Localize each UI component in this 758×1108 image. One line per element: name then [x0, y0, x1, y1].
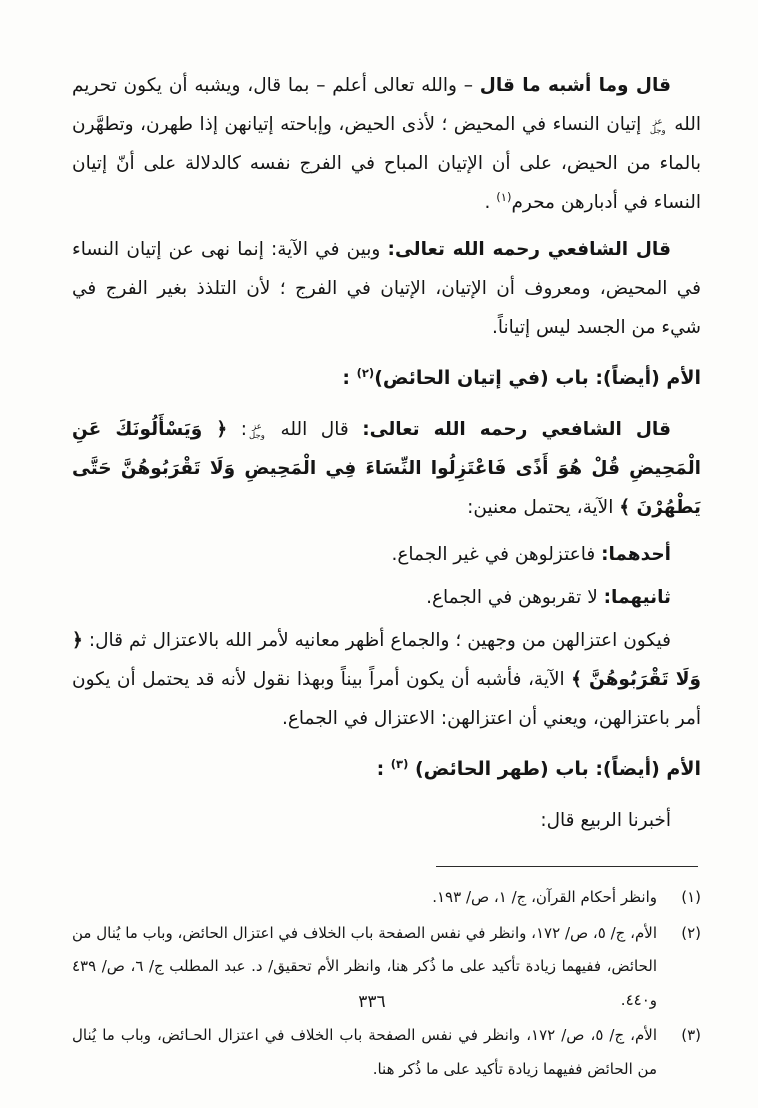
quran-close-bracket-icon: ﴾: [619, 497, 637, 518]
paragraph-3-text: قال الله: [266, 419, 363, 440]
paragraph-6: [72, 621, 701, 738]
quran-open-bracket-icon: ﴿: [202, 419, 228, 440]
footnote-item: [72, 881, 701, 915]
footnote-marker: (٢): [681, 923, 701, 942]
meaning-item-2-bold-lead: ثانيهما:: [603, 587, 671, 608]
paragraph-3: [72, 410, 701, 527]
footnote-ref-3: (٣): [390, 757, 409, 771]
section-heading-2: [72, 750, 701, 789]
paragraph-3-text-3: الآية، يحتمل معنين:: [467, 497, 620, 518]
footnotes-section: [72, 881, 701, 1086]
meaning-item-1: [72, 535, 701, 574]
paragraph-2-bold-lead: قال الشافعي رحمه الله تعالى:: [387, 239, 671, 260]
paragraph-1-period: .: [484, 192, 497, 213]
footnote-text: وانظر أحكام القرآن، ج/ ١، ص/ ١٩٣.: [432, 888, 657, 906]
paragraph-1-text-2: إتيان النساء في المحيض ؛ لأذى الحيض، وإباحته إتيانهن إذا طهرن، وتطهَّرن بالماء من الحيض، على أن الإتيان المباح في الفرج نفسه كالدلالة على أنّ إتيان النساء في أدبارهن محرم: [72, 114, 701, 213]
section-heading-1: [72, 359, 701, 398]
footnote-separator-line: [436, 866, 698, 867]
quran-open-bracket-icon: ﴿: [72, 630, 83, 651]
footnote-text: الأم، ج/ ٥، ص/ ١٧٢، وانظر في نفس الصفحة باب الخلاف في اعتزال الحائض، وباب ما يُنال من الحائض، ففيهما زيادة تأكيد على ما ذُكر هنا، وانظر الأم تحقيق/ د. عبد المطلب ج/ ٦، ص/ ٤٣٩ و٤٤٠.: [72, 923, 657, 1009]
paragraph-3-text-2: :: [227, 419, 247, 440]
paragraph-6-text: فيكون اعتزالهن من وجهين ؛ والجماع أظهر معانيه لأمر الله بالاعتزال ثم قال:: [82, 630, 671, 651]
quran-verse-text: وَيَسْأَلُونَكَ عَنِ الْمَحِيضِ قُلْ هُوَ أَذًى فَاعْتَزِلُوا النِّسَاءَ فِي الْمَحِيضِ وَلَا تَقْرَبُوهُنَّ حَتَّى يَطْهُرْنَ: [72, 419, 701, 518]
footnote-ref-1: (١): [496, 190, 512, 204]
footnote-marker: (٣): [681, 1026, 701, 1044]
paragraph-1-bold-lead: قال وما أشبه ما قال: [479, 75, 672, 96]
section-heading-1-title: الأم (أيضاً): باب (في إتيان الحائض): [374, 367, 701, 389]
quran-verse-short-text: وَلَا تَقْرَبُوهُنَّ: [588, 669, 701, 690]
footnote-item: [72, 1019, 701, 1086]
footnote-text: الأم، ج/ ٥، ص/ ١٧٢، وانظر في نفس الصفحة باب الخلاف في اعتزال الحـائض، وباب ما يُنال من الحائض ففيهما زيادة تأكيد على ما ذُكر هنا.: [72, 1026, 658, 1078]
quran-close-bracket-icon: ﴾: [571, 669, 589, 690]
footnote-ref-2: (٢): [356, 366, 375, 380]
azza-wa-jall-honorific-icon: عز وجل: [249, 422, 265, 441]
meaning-item-2: [72, 578, 701, 617]
section-heading-2-colon: :: [376, 758, 391, 780]
meaning-item-1-text: فاعتزلوهن في غير الجماع.: [391, 544, 602, 565]
paragraph-1: [72, 66, 701, 222]
paragraph-1-text: – والله تعالى أعلم – بما قال، ويشبه أن يكون تحريم الله: [72, 75, 702, 135]
meaning-item-1-bold-lead: أحدهما:: [601, 544, 671, 565]
page-number: ٣٣٦: [358, 992, 386, 1012]
paragraph-2: [72, 230, 701, 347]
section-heading-1-colon: :: [342, 367, 357, 389]
paragraph-7: أخبرنا الربيع قال:: [540, 810, 671, 831]
paragraph-6-text-2: الآية، فأشبه أن يكون أمراً بيناً وبهذا نقول لأنه قد يحتمل أن يكون أمر باعتزالهن، ويعني أن اعتزالهن: الاعتزال في الجماع.: [72, 669, 701, 729]
footnote-marker: (١): [681, 888, 701, 906]
section-heading-2-title: الأم (أيضاً): باب (طهر الحائض): [408, 758, 701, 780]
paragraph-3-bold-lead: قال الشافعي رحمه الله تعالى:: [362, 419, 671, 440]
meaning-item-2-text: لا تقربوهن في الجماع.: [426, 587, 604, 608]
azza-wa-jall-honorific-icon: عز وجل: [649, 117, 666, 136]
paragraph-2-text: وبين في الآية: إنما نهى عن إتيان النساء في المحيض، ومعروف أن الإتيان، الإتيان في الفرج ؛ لأن التلذذ بغير الفرج في شيء من الجسد ليس إتياناً.: [72, 239, 701, 338]
